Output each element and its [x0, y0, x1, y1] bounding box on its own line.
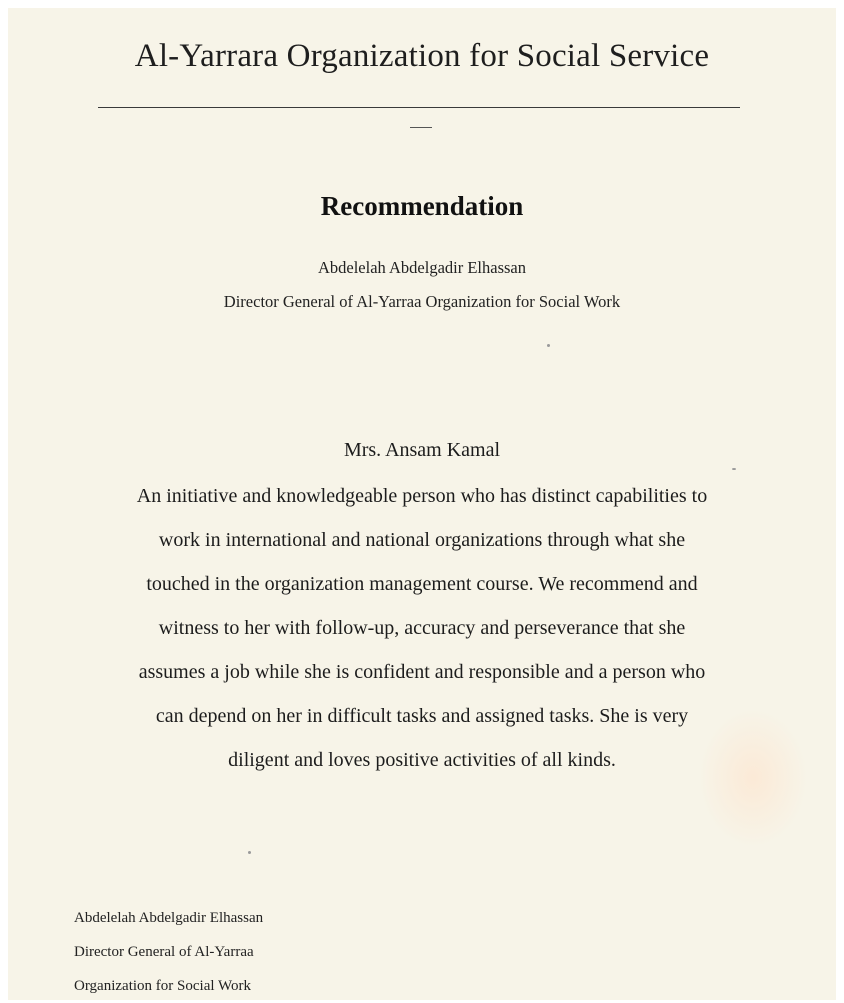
document-page: [8, 8, 836, 1000]
recipient-name: Mrs. Ansam Kamal: [343, 439, 501, 461]
document-heading: Recommendation: [320, 191, 524, 221]
body-line: An initiative and knowledgeable person who has distinct capabilities to: [136, 485, 708, 507]
paper-speck: [248, 851, 251, 854]
body-line: assumes a job while she is confident and responsible and a person who: [138, 661, 706, 683]
header-dash: [410, 127, 432, 128]
organization-title: Al-Yarrara Organization for Social Service: [134, 38, 710, 74]
body-line: touched in the organization management course. We recommend and: [146, 573, 698, 595]
signature-line: Abdelelah Abdelgadir Elhassan: [74, 910, 264, 926]
header-rule: [98, 107, 740, 108]
paper-speck: [547, 344, 550, 347]
recommendation-body: [56, 474, 788, 782]
signature-line: Director General of Al-Yarraa: [74, 944, 254, 960]
body-line: witness to her with follow-up, accuracy and perseverance that she: [158, 617, 686, 639]
author-title: Director General of Al-Yarraa Organization for Social Work: [223, 292, 621, 311]
body-line: diligent and loves positive activities of all kinds.: [228, 749, 616, 771]
body-line: can depend on her in difficult tasks and assigned tasks. She is very: [155, 705, 689, 727]
paper-speck: [732, 468, 736, 470]
author-name: Abdelelah Abdelgadir Elhassan: [317, 258, 527, 277]
signature-block: [74, 901, 263, 1003]
signature-line: Organization for Social Work: [74, 978, 251, 994]
body-line: work in international and national organizations through what she: [158, 529, 686, 551]
